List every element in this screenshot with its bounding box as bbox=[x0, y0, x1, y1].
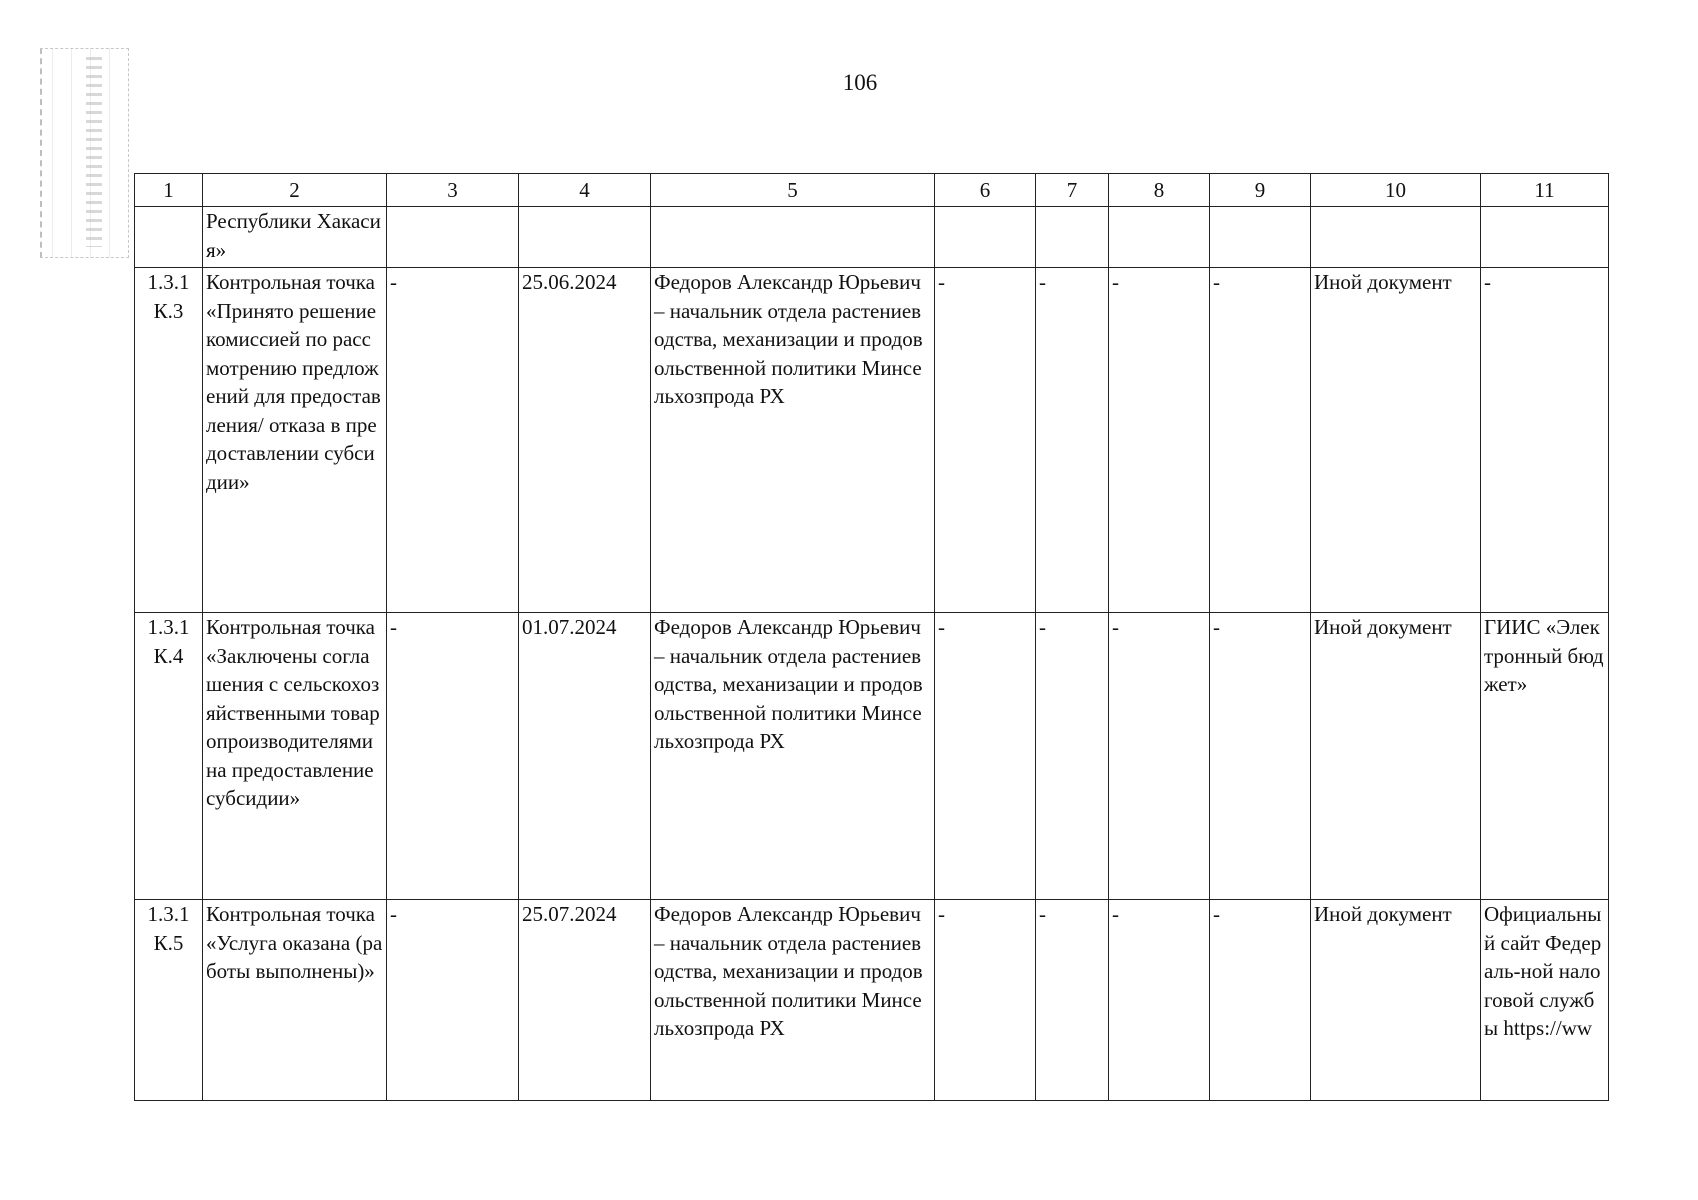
table-row bbox=[135, 613, 1609, 900]
row-date: 25.06.2024 bbox=[519, 268, 651, 613]
row-col6 bbox=[935, 207, 1036, 268]
column-number: 6 bbox=[935, 174, 1036, 207]
row-col6: - bbox=[935, 613, 1036, 900]
row-id bbox=[135, 207, 203, 268]
column-number: 4 bbox=[519, 174, 651, 207]
row-date: 25.07.2024 bbox=[519, 900, 651, 1101]
row-col6: - bbox=[935, 268, 1036, 613]
row-responsible: Федоров Александр Юрьевич – начальник отдела растениеводства, механизации и продовольственной политики Минсельхозпрода РХ bbox=[651, 613, 935, 900]
row-col3: - bbox=[387, 900, 519, 1101]
row-col6: - bbox=[935, 900, 1036, 1101]
row-col7: - bbox=[1036, 613, 1109, 900]
row-name: Контрольная точка «Услуга оказана (работы выполнены)» bbox=[203, 900, 387, 1101]
row-document-type: Иной документ bbox=[1311, 900, 1481, 1101]
table-row bbox=[135, 900, 1609, 1101]
registration-stamp bbox=[40, 48, 129, 258]
row-date bbox=[519, 207, 651, 268]
row-id: 1.3.1 К.4 bbox=[135, 613, 203, 900]
column-number-row bbox=[135, 174, 1609, 207]
column-number: 5 bbox=[651, 174, 935, 207]
row-information-system bbox=[1481, 207, 1609, 268]
row-col9: - bbox=[1210, 613, 1311, 900]
row-responsible: Федоров Александр Юрьевич – начальник отдела растениеводства, механизации и продовольственной политики Минсельхозпрода РХ bbox=[651, 268, 935, 613]
column-number: 2 bbox=[203, 174, 387, 207]
row-col7: - bbox=[1036, 900, 1109, 1101]
row-name: Республики Хакасия» bbox=[203, 207, 387, 268]
row-date: 01.07.2024 bbox=[519, 613, 651, 900]
row-responsible bbox=[651, 207, 935, 268]
column-number: 8 bbox=[1109, 174, 1210, 207]
row-col9 bbox=[1210, 207, 1311, 268]
row-responsible: Федоров Александр Юрьевич – начальник отдела растениеводства, механизации и продовольственной политики Минсельхозпрода РХ bbox=[651, 900, 935, 1101]
row-document-type: Иной документ bbox=[1311, 268, 1481, 613]
row-information-system: Официальный сайт Федераль-ной налоговой службы https://ww bbox=[1481, 900, 1609, 1101]
schedule-table bbox=[134, 173, 1609, 1101]
row-name: Контрольная точка «Заключены соглашения с сельскохозяйственными товаропроизводителями на предоставление субсидии» bbox=[203, 613, 387, 900]
row-col9: - bbox=[1210, 268, 1311, 613]
row-id: 1.3.1 К.3 bbox=[135, 268, 203, 613]
row-information-system: ГИИС «Электронный бюджет» bbox=[1481, 613, 1609, 900]
row-col8: - bbox=[1109, 268, 1210, 613]
column-number: 9 bbox=[1210, 174, 1311, 207]
column-number: 10 bbox=[1311, 174, 1481, 207]
row-col7 bbox=[1036, 207, 1109, 268]
column-number: 1 bbox=[135, 174, 203, 207]
column-number: 11 bbox=[1481, 174, 1609, 207]
row-col8: - bbox=[1109, 613, 1210, 900]
table-row bbox=[135, 207, 1609, 268]
row-document-type bbox=[1311, 207, 1481, 268]
row-col8 bbox=[1109, 207, 1210, 268]
row-document-type: Иной документ bbox=[1311, 613, 1481, 900]
column-number: 3 bbox=[387, 174, 519, 207]
row-col3: - bbox=[387, 613, 519, 900]
page-number: 106 bbox=[842, 70, 878, 95]
row-information-system: - bbox=[1481, 268, 1609, 613]
table-row bbox=[135, 268, 1609, 613]
row-col8: - bbox=[1109, 900, 1210, 1101]
row-col3 bbox=[387, 207, 519, 268]
row-id: 1.3.1 К.5 bbox=[135, 900, 203, 1101]
column-number: 7 bbox=[1036, 174, 1109, 207]
row-col9: - bbox=[1210, 900, 1311, 1101]
row-col7: - bbox=[1036, 268, 1109, 613]
row-col3: - bbox=[387, 268, 519, 613]
row-name: Контрольная точка «Принято решение комиссией по рассмотрению предложений для предоставления/ отказа в предоставлении субсидии» bbox=[203, 268, 387, 613]
